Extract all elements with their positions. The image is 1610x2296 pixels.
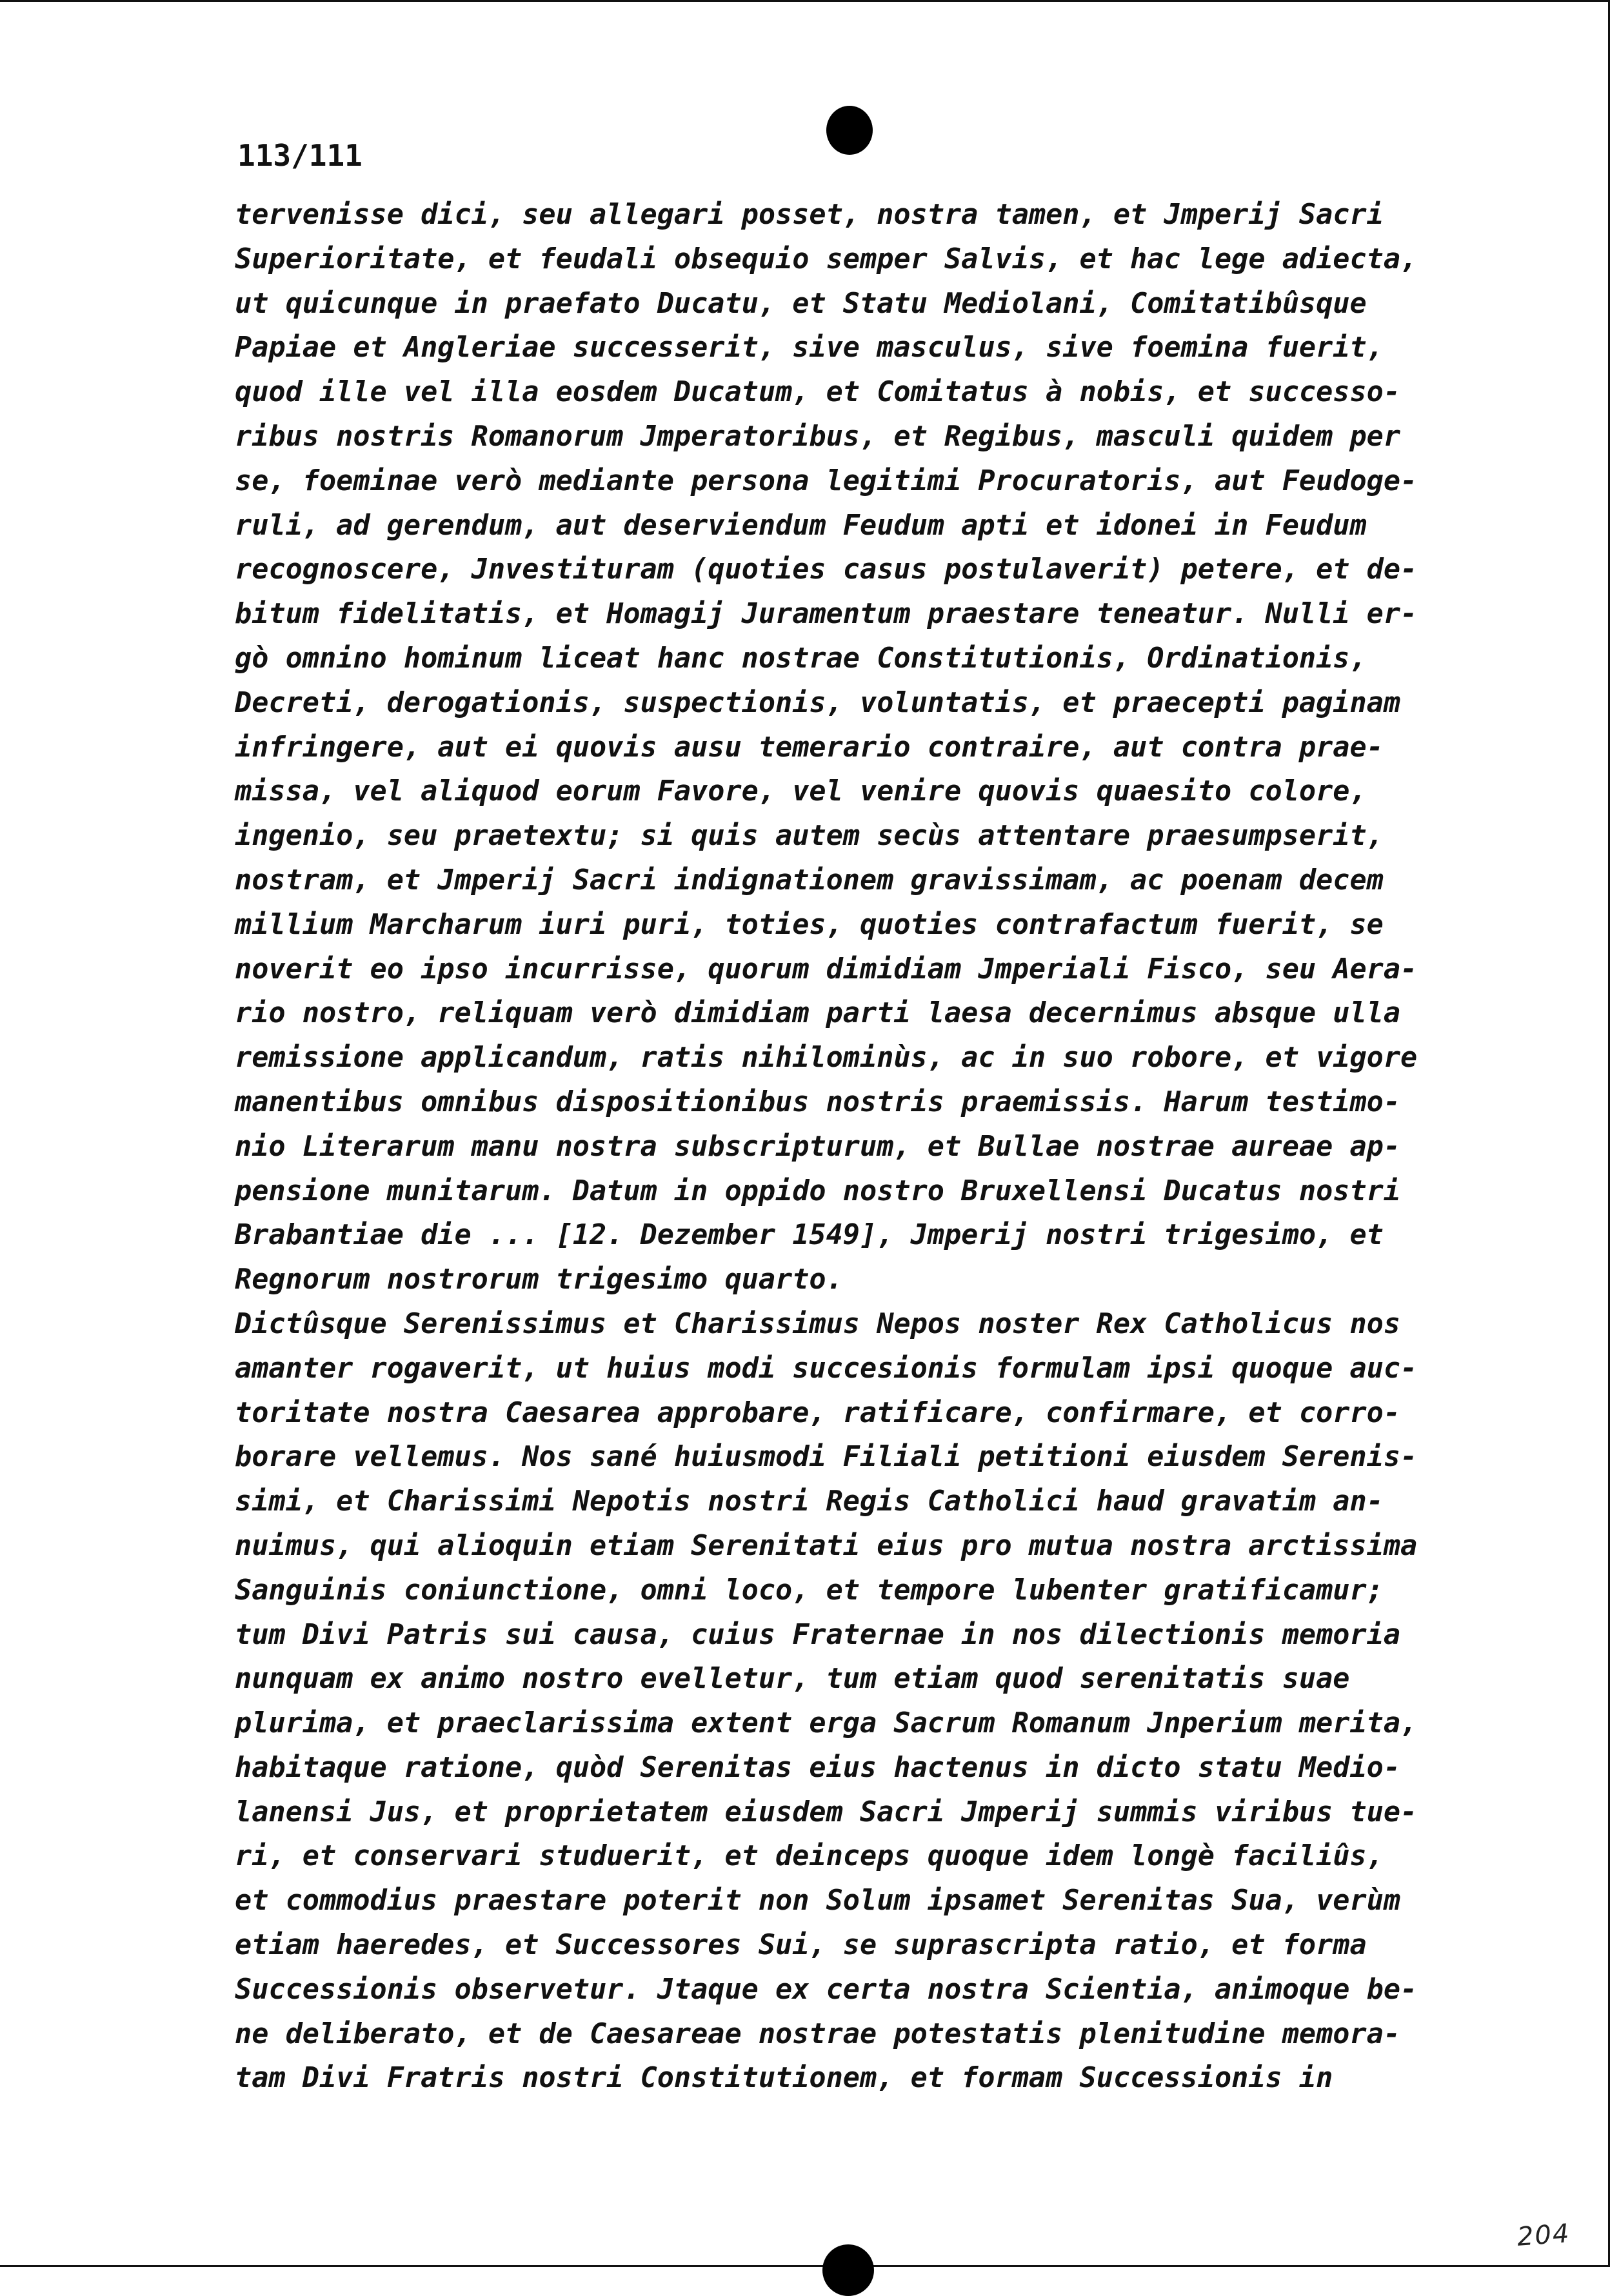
- punch-hole-top: [826, 106, 873, 155]
- text-line: ingenio, seu praetextu; si quis autem secùs attentare praesumpserit,: [235, 820, 1384, 853]
- handwritten-folio-number: 204: [1516, 2219, 1571, 2252]
- text-line: nuimus, qui alioquin etiam Serenitati eius pro mutua nostra arctissima: [235, 1529, 1418, 1562]
- text-line: Papiae et Angleriae successerit, sive masculus, sive foemina fuerit,: [235, 332, 1384, 364]
- text-line: etiam haeredes, et Successores Sui, se suprascripta ratio, et forma: [235, 1929, 1367, 1962]
- text-line: tervenisse dici, seu allegari posset, nostra tamen, et Jmperij Sacri: [235, 199, 1384, 231]
- text-line: rio nostro, reliquam verò dimidiam parti laesa decernimus absque ulla: [235, 997, 1401, 1030]
- text-line: ut quicunque in praefato Ducatu, et Statu Mediolani, Comitatibûsque: [235, 287, 1367, 320]
- text-line: bitum fidelitatis, et Homagij Juramentum praestare teneatur. Nulli er-: [235, 598, 1418, 631]
- text-line: quod ille vel illa eosdem Ducatum, et Comitatus à nobis, et successo-: [235, 376, 1401, 409]
- text-line: infringere, aut ei quovis ausu temerario contraire, aut contra prae-: [235, 731, 1384, 764]
- text-line: remissione applicandum, ratis nihilominùs, ac in suo robore, et vigore: [235, 1042, 1418, 1074]
- text-line: plurima, et praeclarissima extent erga Sacrum Romanum Jnperium merita,: [235, 1707, 1418, 1740]
- text-line: nunquam ex animo nostro evelletur, tum etiam quod serenitatis suae: [235, 1663, 1350, 1696]
- text-line: lanensi Jus, et proprietatem eiusdem Sacri Jmperij summis viribus tue-: [235, 1796, 1418, 1828]
- text-line: tam Divi Fratris nostri Constitutionem, et formam Successionis in: [235, 2062, 1333, 2095]
- text-line: ruli, ad gerendum, aut deserviendum Feudum apti et idonei in Feudum: [235, 509, 1367, 542]
- text-line: ri, et conservari studuerit, et deinceps quoque idem longè faciliûs,: [235, 1840, 1384, 1873]
- text-line: Successionis observetur. Jtaque ex certa nostra Scientia, animoque be-: [235, 1973, 1418, 2006]
- text-line: nio Literarum manu nostra subscripturum, et Bullae nostrae aureae ap-: [235, 1130, 1401, 1163]
- text-line: recognoscere, Jnvestituram (quoties casus postulaverit) petere, et de-: [235, 553, 1418, 586]
- text-line: manentibus omnibus dispositionibus nostris praemissis. Harum testimo-: [235, 1085, 1401, 1118]
- text-line: ne deliberato, et de Caesareae nostrae potestatis plenitudine memora-: [235, 2017, 1401, 2050]
- text-line: amanter rogaverit, ut huius modi succesionis formulam ipsi quoque auc-: [235, 1352, 1418, 1385]
- text-line: nostram, et Jmperij Sacri indignationem gravissimam, ac poenam decem: [235, 864, 1384, 896]
- text-line: Superioritate, et feudali obsequio semper Salvis, et hac lege adiecta,: [235, 242, 1418, 275]
- text-line: habitaque ratione, quòd Serenitas eius hactenus in dicto statu Medio-: [235, 1751, 1401, 1784]
- text-line: ribus nostris Romanorum Jmperatoribus, et Regibus, masculi quidem per: [235, 420, 1401, 453]
- document-body: [235, 193, 1564, 2101]
- text-line: missa, vel aliquod eorum Favore, vel venire quovis quaesito colore,: [235, 775, 1367, 808]
- text-line: pensione munitarum. Datum in oppido nostro Bruxellensi Ducatus nostri: [235, 1174, 1401, 1207]
- text-line: toritate nostra Caesarea approbare, ratificare, confirmare, et corro-: [235, 1396, 1401, 1429]
- text-line: Regnorum nostrorum trigesimo quarto.: [235, 1263, 843, 1296]
- punch-hole-bottom: [822, 2244, 874, 2296]
- text-line: Dictûsque Serenissimus et Charissimus Nepos noster Rex Catholicus nos: [235, 1307, 1401, 1340]
- text-line: gò omnino hominum liceat hanc nostrae Constitutionis, Ordinationis,: [235, 642, 1367, 675]
- text-line: borare vellemus. Nos sané huiusmodi Filiali petitioni eiusdem Serenis-: [235, 1441, 1418, 1474]
- text-line: Brabantiae die ... [12. Dezember 1549], Jmperij nostri trigesimo, et: [235, 1219, 1384, 1252]
- text-line: Decreti, derogationis, suspectionis, voluntatis, et praecepti paginam: [235, 686, 1401, 719]
- text-line: simi, et Charissimi Nepotis nostri Regis Catholici haud gravatim an-: [235, 1485, 1384, 1518]
- text-line: tum Divi Patris sui causa, cuius Fraternae in nos dilectionis memoria: [235, 1618, 1401, 1651]
- text-line: noverit eo ipso incurrisse, quorum dimidiam Jmperiali Fisco, seu Aera-: [235, 953, 1418, 985]
- page-number: 113/111: [237, 138, 363, 173]
- text-line: Sanguinis coniunctione, omni loco, et tempore lubenter gratificamur;: [235, 1574, 1384, 1607]
- text-line: millium Marcharum iuri puri, toties, quoties contrafactum fuerit, se: [235, 908, 1384, 941]
- text-line: se, foeminae verò mediante persona legitimi Procuratoris, aut Feudoge-: [235, 464, 1418, 497]
- text-line: et commodius praestare poterit non Solum ipsamet Serenitas Sua, verùm: [235, 1885, 1401, 1917]
